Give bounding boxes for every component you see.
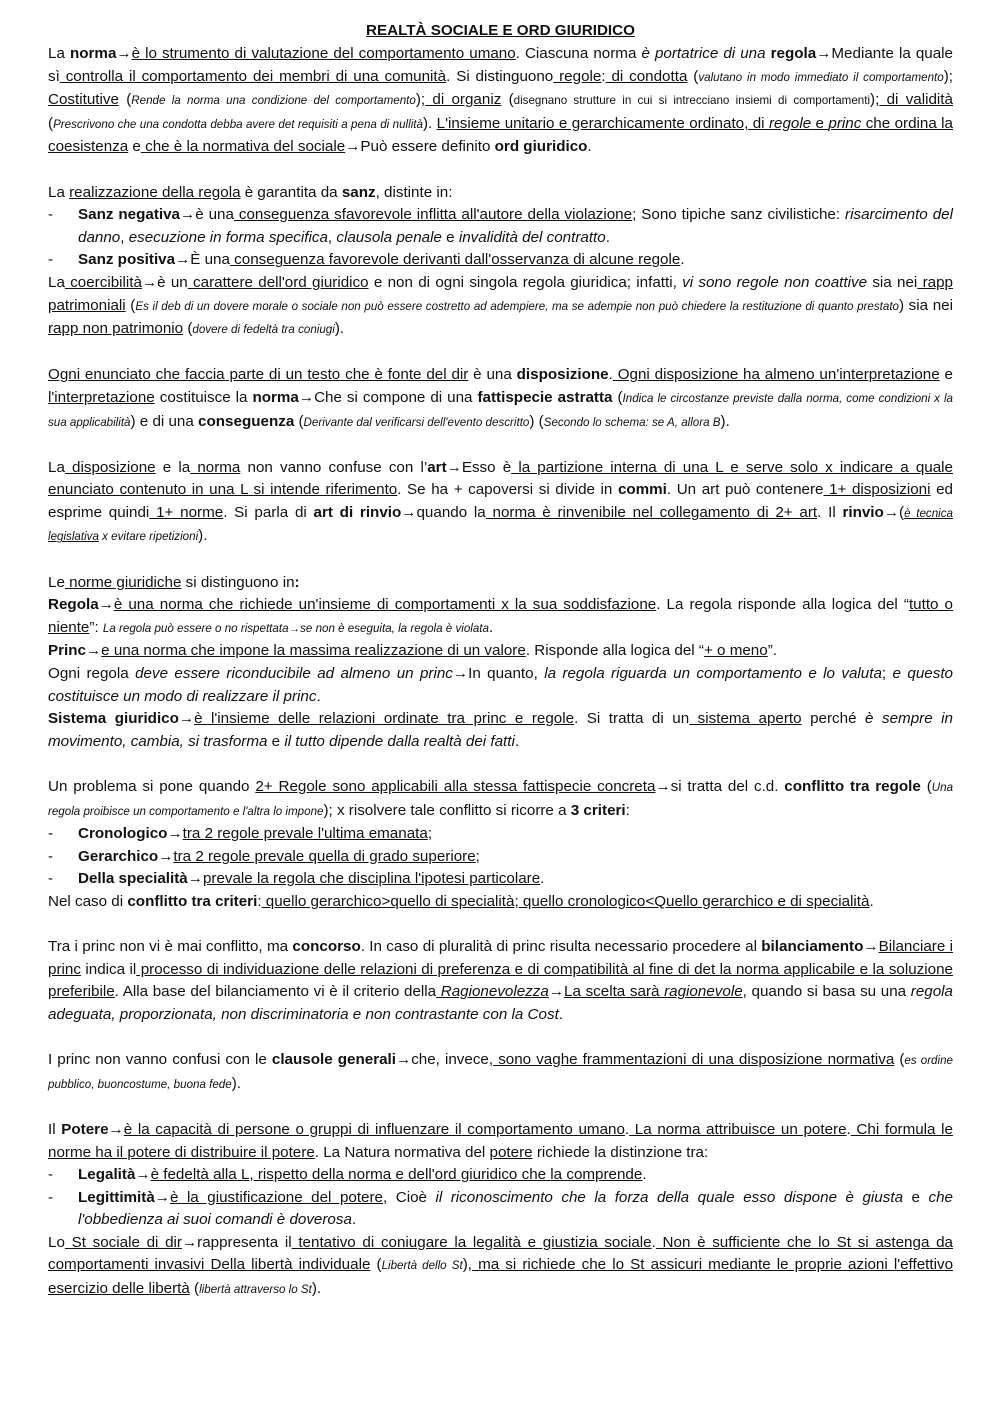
text-run: che l'obbedienza ai suoi comandi è doverosa bbox=[78, 1188, 953, 1229]
text-run: rapp non patrimonio bbox=[48, 320, 184, 338]
text-run: commi bbox=[617, 481, 667, 499]
text-run: ( bbox=[920, 778, 932, 795]
text-run: Non è sufficiente che lo St si astenga da comportamenti invasivi Della libertà individuale bbox=[48, 1233, 953, 1274]
text-run: → bbox=[178, 710, 195, 728]
text-run: ) ( bbox=[529, 412, 544, 430]
text-run: art bbox=[427, 458, 447, 476]
text-run: norme giuridiche bbox=[64, 573, 182, 591]
text-run: → bbox=[187, 870, 203, 888]
text-run: sistema aperto bbox=[689, 710, 802, 728]
dash-bullet-icon: - bbox=[48, 847, 54, 865]
paragraph bbox=[48, 457, 953, 549]
bullet-text bbox=[78, 1164, 953, 1187]
text-run: La scelta sarà bbox=[564, 983, 665, 1001]
text-run: , Cioè bbox=[383, 1188, 436, 1206]
text-run: . Si distinguono bbox=[446, 67, 554, 85]
text-run: valutano in modo immediato il comportamento bbox=[698, 70, 944, 84]
text-run: carattere dell'ord giuridico bbox=[187, 273, 369, 291]
text-run: : bbox=[625, 801, 630, 819]
bullet-text bbox=[78, 249, 953, 272]
text-run: realizzazione della regola bbox=[69, 183, 241, 201]
text-run: . Risponde alla logica del “ bbox=[525, 642, 704, 660]
text-run: , distinte in: bbox=[375, 183, 453, 201]
text-run: Il bbox=[48, 1120, 62, 1138]
text-run: è la giustificazione del potere bbox=[169, 1188, 384, 1206]
text-run: 3 criteri bbox=[570, 801, 626, 819]
text-run: ) e di una bbox=[130, 412, 199, 430]
text-run: Gerarchico bbox=[78, 847, 159, 865]
text-run: e bbox=[939, 366, 953, 384]
text-run: indica il bbox=[80, 960, 137, 978]
text-run: →È una bbox=[175, 251, 230, 269]
text-run: libertà attraverso lo St bbox=[199, 1283, 312, 1297]
text-run: di condotta bbox=[605, 67, 688, 85]
text-run: Costitutive bbox=[48, 91, 119, 109]
text-run: . bbox=[846, 1120, 851, 1138]
text-run: → bbox=[98, 596, 114, 614]
text-run: Tra i princ non vi è mai conflitto, ma bbox=[48, 938, 293, 956]
text-run: tra 2 regole prevale quella di grado superiore bbox=[173, 847, 476, 865]
text-run: . bbox=[316, 687, 321, 705]
dash-bullet-icon: - bbox=[48, 251, 54, 269]
text-run: Rende la norma una condizione del comportamento bbox=[131, 94, 416, 108]
text-run: . bbox=[680, 251, 685, 269]
text-run: fattispecie astratta bbox=[477, 388, 613, 406]
text-run: perché bbox=[801, 710, 866, 728]
text-run: La bbox=[48, 45, 70, 62]
paragraph-gap bbox=[48, 1096, 953, 1119]
text-run: che ordina la coesistenza bbox=[48, 114, 954, 156]
text-run: Sanz positiva bbox=[78, 251, 176, 269]
text-run: norma bbox=[69, 45, 117, 62]
bullet-text bbox=[78, 846, 953, 869]
text-run: . bbox=[540, 870, 545, 888]
text-run: . bbox=[558, 1005, 564, 1023]
text-run: → bbox=[116, 45, 132, 62]
text-run: non vanno confuse con l’ bbox=[240, 458, 428, 476]
text-run: coercibilità bbox=[64, 273, 142, 291]
paragraph-gap bbox=[48, 434, 953, 457]
text-run: Le bbox=[48, 573, 65, 591]
text-run: , quando si basa su una bbox=[742, 983, 911, 1001]
text-run: La bbox=[48, 458, 65, 476]
text-run: ). bbox=[311, 1280, 322, 1298]
bullet-text bbox=[78, 823, 953, 846]
text-run: ( bbox=[370, 1256, 382, 1274]
bullet-text bbox=[78, 1187, 953, 1232]
text-run: è lo strumento di valutazione del comportamento umano bbox=[131, 45, 516, 62]
text-run: → bbox=[863, 938, 879, 956]
text-run: norma bbox=[190, 458, 241, 476]
paragraph bbox=[48, 1049, 953, 1096]
text-run: La norma attribuisce un potere bbox=[629, 1120, 847, 1138]
text-run: ( bbox=[118, 91, 132, 109]
text-run: tra 2 regole prevale l'ultima emanata bbox=[182, 825, 428, 843]
paragraph bbox=[48, 182, 953, 205]
text-run: →Che si compone di una bbox=[298, 388, 478, 406]
text-run: . La Natura normativa del bbox=[314, 1143, 490, 1161]
text-run: . In caso di pluralità di princ risulta necessario procedere al bbox=[360, 938, 762, 956]
text-run: La bbox=[48, 183, 70, 201]
text-run: e una norma che impone la massima realizzazione di un valore bbox=[101, 642, 526, 660]
text-run: è portatrice di una bbox=[641, 45, 766, 62]
paragraph-gap bbox=[48, 753, 953, 776]
text-run: conseguenza bbox=[198, 412, 295, 430]
text-run: di validità bbox=[879, 91, 953, 109]
bullet-item bbox=[48, 823, 953, 846]
paragraph bbox=[48, 891, 953, 914]
text-run: si distinguono in bbox=[181, 573, 295, 591]
text-run: . Un art può contenere bbox=[666, 481, 824, 499]
text-run: Nel caso di bbox=[48, 892, 128, 910]
text-run: invalidità del contratto bbox=[458, 228, 606, 246]
bullet-item bbox=[48, 204, 953, 249]
text-run: disposizione bbox=[64, 458, 156, 476]
paragraph-gap bbox=[48, 1027, 953, 1050]
text-run: ( bbox=[48, 114, 54, 132]
text-run: Regola bbox=[48, 596, 99, 614]
text-run: è la capacità di persone o gruppi di influenzare il comportamento umano bbox=[123, 1120, 625, 1138]
text-run: . bbox=[869, 892, 874, 910]
text-run: ), bbox=[462, 1256, 472, 1274]
text-run: . Il bbox=[817, 503, 843, 521]
text-run: →Può essere definito bbox=[345, 138, 495, 156]
paragraph-gap bbox=[48, 159, 953, 182]
text-run: Potere bbox=[61, 1120, 109, 1138]
text-run: . bbox=[587, 138, 592, 156]
dash-bullet-icon: - bbox=[48, 825, 54, 843]
text-run: Cronologico bbox=[78, 825, 168, 843]
text-run: controlla il comportamento dei membri di una comunità bbox=[59, 67, 447, 85]
text-run: : bbox=[294, 573, 300, 591]
text-run: sia nei bbox=[867, 273, 918, 291]
text-run: La bbox=[48, 273, 65, 291]
text-run: conflitto tra regole bbox=[784, 778, 921, 795]
page-title: REALTÀ SOCIALE E ORD GIURIDICO bbox=[366, 22, 635, 39]
text-run: Lo bbox=[48, 1233, 65, 1251]
text-run: ( bbox=[125, 296, 136, 314]
text-run: Sanz negativa bbox=[78, 206, 181, 224]
text-run: art di rinvio bbox=[313, 503, 402, 521]
text-run: rapp patrimoniali bbox=[48, 273, 953, 314]
text-run: →rappresenta il bbox=[181, 1233, 292, 1251]
text-run: → bbox=[548, 983, 565, 1001]
text-run: . Si parla di bbox=[223, 503, 314, 521]
text-run: → bbox=[135, 1166, 151, 1184]
text-run: tutto o niente bbox=[48, 596, 954, 636]
text-run: regole bbox=[553, 67, 602, 85]
text-run: + o meno bbox=[703, 642, 768, 660]
text-run: 1+ disposizioni bbox=[823, 481, 931, 499]
text-run: ); bbox=[415, 91, 426, 109]
text-run: 2+ Regole sono applicabili alla stessa fattispecie concreta bbox=[255, 778, 656, 795]
text-run: ed esprime quindi bbox=[48, 481, 953, 521]
text-run: sono vaghe frammentazioni di una disposizione normativa bbox=[493, 1051, 895, 1069]
text-run: ). bbox=[334, 320, 345, 338]
bullet-text bbox=[78, 868, 953, 891]
text-run: →Mediante la quale sì bbox=[48, 45, 953, 85]
text-run: , bbox=[120, 228, 129, 246]
text-run: Una regola proibisce un comportamento e l'altra lo impone bbox=[48, 781, 954, 818]
bullet-item bbox=[48, 1164, 953, 1187]
text-run: clausole generali bbox=[271, 1051, 396, 1069]
text-run: quello gerarchico>quello di specialità bbox=[261, 892, 515, 910]
text-run: rispetto della norma e dell'ord giuridico che la comprende bbox=[253, 1166, 643, 1184]
text-run: e bbox=[441, 228, 459, 246]
text-run: la regola riguarda un comportamento e lo valuta bbox=[544, 665, 882, 683]
text-run: Secondo lo schema: se A, allora B bbox=[543, 415, 721, 429]
paragraph bbox=[48, 272, 953, 342]
text-run: , bbox=[327, 228, 337, 246]
text-run: . Ciascuna norma bbox=[515, 45, 642, 62]
text-run: la partizione interna di una L e serve solo x indicare a quale enunciato contenuto in una L si intende riferimento bbox=[48, 458, 953, 499]
text-run: St sociale di dir bbox=[64, 1233, 182, 1251]
text-run: ord giuridico bbox=[494, 138, 588, 156]
text-run: di organiz bbox=[425, 91, 502, 109]
text-run: e bbox=[267, 732, 285, 750]
text-run: sanz bbox=[341, 183, 376, 201]
bullet-item bbox=[48, 1187, 953, 1232]
text-run: Indica le circostanze previste dalla norma, come condizioni x la sua applicabilità bbox=[48, 391, 953, 429]
text-run: ; bbox=[475, 847, 480, 865]
text-run: , bbox=[249, 1166, 254, 1184]
text-run: ); x risolvere tale conflitto si ricorre a bbox=[323, 801, 571, 819]
text-run: Ragionevolezza bbox=[436, 983, 549, 1001]
paragraph bbox=[48, 640, 953, 663]
paragraph bbox=[48, 594, 953, 640]
text-run: Legittimità bbox=[78, 1188, 155, 1206]
text-run: → bbox=[85, 642, 102, 660]
text-run: regola bbox=[770, 45, 817, 62]
text-run: costituisce la bbox=[154, 388, 253, 406]
text-run: risarcimento del danno bbox=[78, 206, 953, 246]
text-run: esecuzione in forma specifica bbox=[128, 228, 328, 246]
text-run: prevale la regola che disciplina l'ipotesi particolare bbox=[202, 870, 541, 888]
text-run: →che, invece, bbox=[396, 1051, 494, 1069]
text-run: Ogni disposizione ha almeno un'interpretazione bbox=[612, 366, 940, 384]
text-run: . bbox=[351, 1211, 357, 1229]
text-run: Sistema giuridico bbox=[48, 710, 179, 728]
text-run: : bbox=[257, 892, 262, 910]
text-run: . bbox=[488, 618, 494, 636]
text-run: ( bbox=[183, 320, 193, 338]
text-run: 1+ norme bbox=[149, 503, 224, 521]
text-run: il riconoscimento che la forza della quale esso dispone è giusta bbox=[435, 1188, 904, 1206]
text-run: →si tratta del c.d. bbox=[655, 778, 785, 795]
text-run: ”. bbox=[767, 642, 777, 660]
text-run: ( bbox=[687, 67, 699, 85]
dash-bullet-icon: - bbox=[48, 870, 54, 888]
text-run: . La regola risponde alla logica del “ bbox=[656, 596, 909, 614]
text-run: ; bbox=[427, 825, 433, 843]
text-run: potere bbox=[489, 1143, 533, 1161]
text-run: ) sia nei bbox=[898, 296, 953, 314]
text-run: Es il deb di un dovere morale o sociale non può essere costretto ad adempiere, ma se adempie non può chiedere la restituzione di quanto prestato bbox=[135, 299, 899, 313]
text-run: conflitto tra criteri bbox=[127, 892, 258, 910]
paragraph bbox=[48, 663, 953, 708]
text-run: Ogni enunciato che faccia parte di un testo che è fonte del dir bbox=[48, 366, 469, 384]
dash-bullet-icon: - bbox=[48, 1166, 54, 1184]
text-run: princ bbox=[828, 114, 862, 132]
text-run: La regola può essere o no rispettata→se non è eseguita, la regola è violata bbox=[102, 621, 489, 635]
text-run: . bbox=[651, 1233, 656, 1251]
text-run: →In quanto, bbox=[452, 665, 545, 683]
text-run: → bbox=[154, 1188, 170, 1206]
text-run: : bbox=[601, 67, 606, 85]
text-run: . bbox=[608, 366, 613, 384]
text-run: ); bbox=[870, 91, 880, 109]
text-run: ; bbox=[514, 892, 519, 910]
text-run: →Esso è bbox=[446, 458, 512, 476]
dash-bullet-icon: - bbox=[48, 206, 54, 224]
paragraph bbox=[48, 43, 953, 159]
text-run: →quando la bbox=[401, 503, 486, 521]
text-run: è garantita da bbox=[240, 183, 342, 201]
text-run: disegnano strutture in cui si intrecciano insiemi di comportamenti bbox=[513, 94, 871, 108]
text-run: è l'insieme delle relazioni ordinate tra princ e regole bbox=[194, 710, 575, 728]
text-run: . Si tratta di un bbox=[574, 710, 690, 728]
text-run: →è un bbox=[141, 273, 188, 291]
text-run: è fedeltà alla L bbox=[150, 1166, 250, 1184]
paragraph bbox=[48, 936, 953, 1026]
text-run: Ogni regola bbox=[48, 665, 136, 683]
text-run: → bbox=[158, 847, 174, 865]
text-run: vi sono regole non coattive bbox=[682, 273, 868, 291]
text-run: →( bbox=[883, 503, 905, 521]
text-run: Libertà dello St bbox=[381, 1259, 463, 1273]
text-run: tentativo di coniugare la legalità e giustizia sociale bbox=[291, 1233, 652, 1251]
paragraph bbox=[48, 708, 953, 753]
text-run: regole bbox=[768, 114, 812, 132]
text-run: è sempre in movimento, cambia, si trasforma bbox=[48, 710, 953, 750]
paragraph bbox=[48, 1232, 953, 1302]
text-run: è una bbox=[468, 366, 517, 384]
text-run: ( bbox=[894, 1051, 905, 1069]
text-run: . bbox=[605, 228, 610, 246]
text-run: è una norma che richiede un'insieme di comportamenti x la sua soddisfazione bbox=[113, 596, 657, 614]
text-run: che è la normativa del sociale bbox=[140, 138, 346, 156]
text-run: l'interpretazione bbox=[48, 388, 155, 406]
text-run: e bbox=[903, 1188, 929, 1206]
text-run: . bbox=[624, 1120, 630, 1138]
text-run: norma bbox=[252, 388, 299, 406]
text-run: concorso bbox=[292, 938, 361, 956]
text-run: Della specialità bbox=[78, 870, 188, 888]
text-run: norma è rinvenibile nel collegamento di 2+ art bbox=[485, 503, 818, 521]
bullet-item bbox=[48, 846, 953, 869]
paragraph-gap bbox=[48, 342, 953, 365]
dash-bullet-icon: - bbox=[48, 1188, 54, 1206]
document-body bbox=[48, 43, 953, 1302]
text-run: ragionevole bbox=[664, 983, 743, 1001]
paragraph-gap bbox=[48, 549, 953, 572]
text-run: clausola penale bbox=[336, 228, 442, 246]
text-run: → bbox=[108, 1120, 124, 1138]
text-run: bilanciamento bbox=[761, 938, 864, 956]
text-run: ”: bbox=[89, 618, 103, 636]
text-run: es ordine pubblico, buoncostume, buona fede bbox=[48, 1054, 953, 1091]
bullet-item bbox=[48, 868, 953, 891]
text-run: ); bbox=[943, 67, 953, 85]
text-run: disposizione bbox=[516, 366, 609, 384]
paragraph bbox=[48, 572, 953, 595]
text-run: . Alla base del bilanciamento vi è il criterio della bbox=[114, 983, 437, 1001]
bullet-text bbox=[78, 204, 953, 249]
text-run: regola adeguata, proporzionata, non discriminatoria e non contrastante con la Cost bbox=[48, 983, 953, 1023]
text-run: . bbox=[642, 1166, 647, 1184]
text-run: e la bbox=[155, 458, 191, 476]
text-run: Derivante dal verificarsi dell'evento descritto bbox=[303, 415, 530, 429]
paragraph bbox=[48, 776, 953, 823]
text-run: il tutto dipende dalla realtà dei fatti bbox=[284, 732, 515, 750]
text-run: . bbox=[514, 732, 520, 750]
text-run: Legalità bbox=[78, 1166, 136, 1184]
paragraph-gap bbox=[48, 914, 953, 937]
text-run: è tecnica legislativa bbox=[48, 506, 953, 544]
text-run: I princ non vanno confusi con le bbox=[48, 1051, 272, 1069]
text-run: Princ bbox=[48, 642, 86, 660]
text-run: Un problema si pone quando bbox=[48, 778, 256, 795]
text-run: processo di individuazione delle relazioni di preferenza e di compatibilità al fine di det la norma applicabile e la soluzione preferibile bbox=[48, 960, 953, 1001]
text-run: conseguenza favorevole derivanti dall'osservanza di alcune regole bbox=[229, 251, 681, 269]
text-run: ( bbox=[501, 91, 514, 109]
text-run: Chi formula le norme ha il potere di distribuire il potere bbox=[48, 1120, 953, 1161]
text-run: quello cronologico<Quello gerarchico e di specialità bbox=[518, 892, 870, 910]
text-run: L'insieme unitario e gerarchicamente ordinato, di bbox=[436, 114, 769, 132]
text-run: ). bbox=[720, 412, 730, 430]
text-run: e bbox=[128, 138, 141, 156]
text-run: →è una bbox=[180, 206, 234, 224]
text-run: e non di ogni singola regola giuridica; infatti, bbox=[368, 273, 683, 291]
text-run: ; Sono tipiche sanz civilistiche: bbox=[632, 206, 846, 224]
text-run: ). bbox=[198, 527, 208, 545]
text-run: ma si richiede che lo St assicuri mediante le proprie azioni l'effettivo esercizio delle libertà bbox=[48, 1256, 954, 1298]
text-run: . Se ha + capoversi si divide in bbox=[397, 481, 618, 499]
text-run: Bilanciare i princ bbox=[48, 938, 953, 978]
text-run: x evitare ripetizioni bbox=[98, 530, 199, 544]
text-run: ( bbox=[189, 1280, 200, 1298]
text-run: ; bbox=[881, 665, 893, 683]
paragraph bbox=[48, 364, 953, 434]
paragraph bbox=[48, 1119, 953, 1164]
text-run: e bbox=[811, 114, 829, 132]
bullet-item bbox=[48, 249, 953, 272]
text-run: → bbox=[167, 825, 183, 843]
text-run: deve essere riconducibile ad almeno un princ bbox=[135, 665, 453, 683]
text-run: ( bbox=[294, 412, 304, 430]
text-run: conseguenza sfavorevole inflitta all'autore della violazione bbox=[233, 206, 633, 224]
text-run: ( bbox=[612, 388, 623, 406]
text-run: ). bbox=[231, 1074, 241, 1092]
text-run: rinvio bbox=[842, 503, 884, 521]
text-run: richiede la distinzione tra: bbox=[532, 1143, 709, 1161]
text-run: dovere di fedeltà tra coniugi bbox=[192, 323, 335, 337]
text-run: Prescrivono che una condotta debba avere det requisiti a pena di nullità bbox=[53, 117, 423, 131]
text-run: e questo costituisce un modo di realizzare il princ bbox=[48, 665, 953, 705]
text-run: ). bbox=[422, 114, 437, 132]
